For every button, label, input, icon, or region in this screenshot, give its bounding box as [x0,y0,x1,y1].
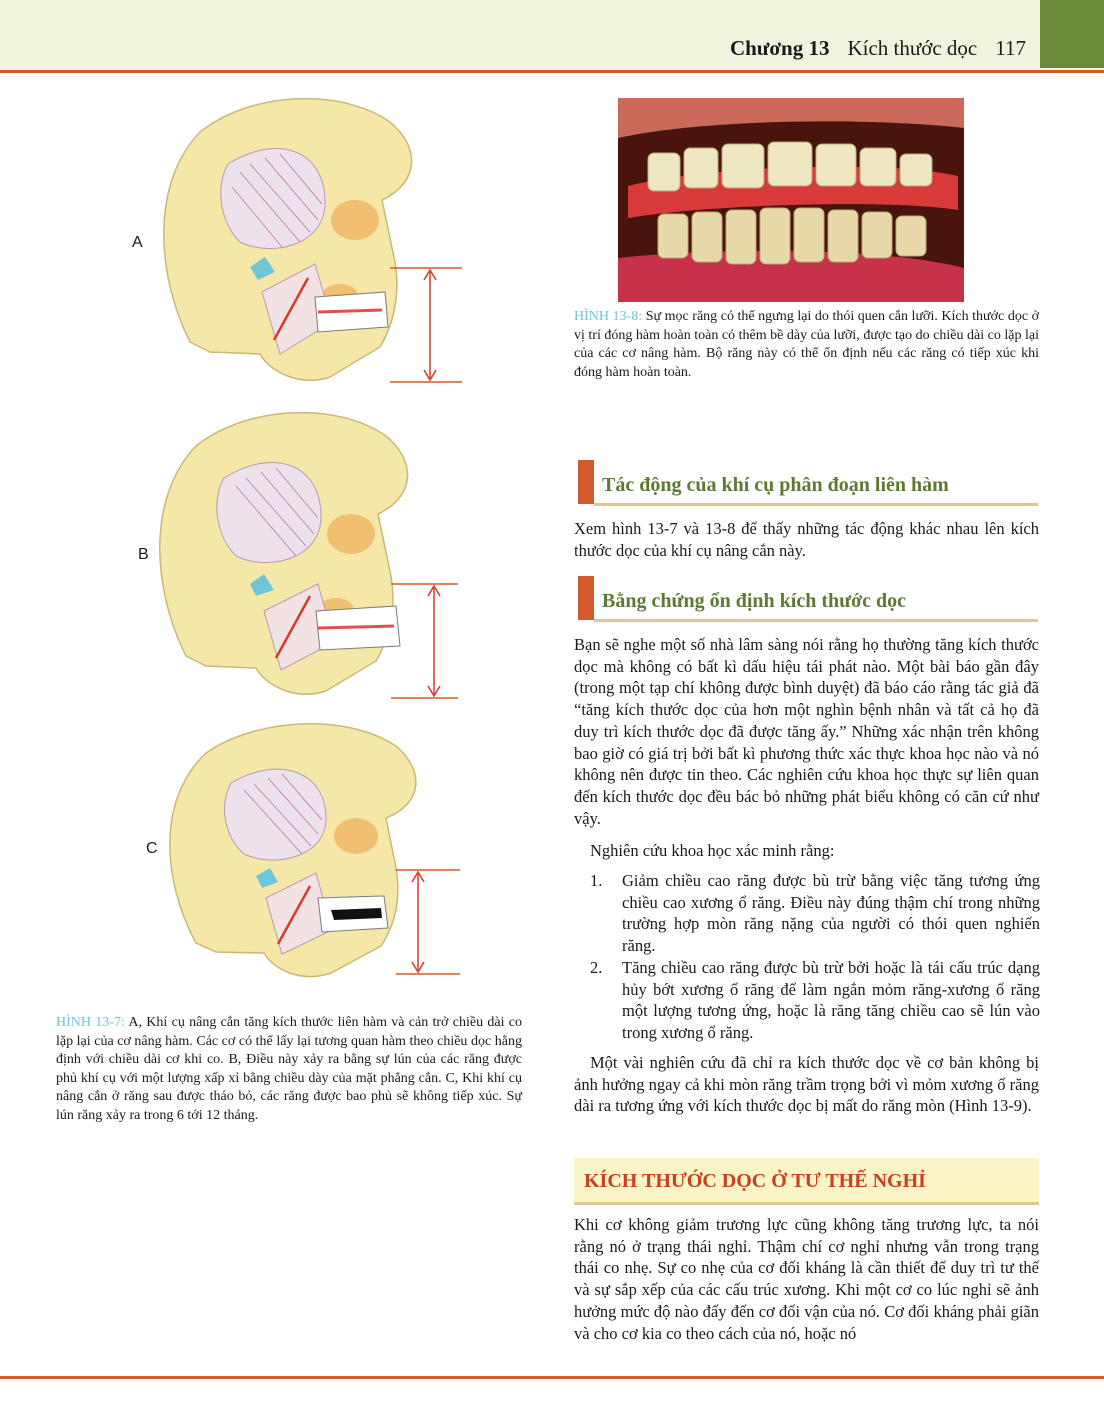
figure-13-8-caption-text: Sự mọc răng có thể ngưng lại do thói quen cắn lưỡi. Kích thước dọc ở vị trí đóng hàm hoàn toàn có thêm bề dày của lưỡi, được tạo do chiều dài co lặp lại của các cơ nâng hàm. Bộ răng này có thể ổn định nếu các răng có tiếp xúc khi đóng hàm hoàn toàn. [574,309,1040,380]
header-color-tab [1040,0,1104,68]
page-number: 117 [995,36,1026,60]
section-2-lead: Nghiên cứu khoa học xác minh rằng: [590,841,835,860]
skull-illustration-a [150,92,470,392]
section-heading-appliance-effects [574,460,1038,506]
heading-accent-bar [578,460,594,504]
section-2-paragraph-2: Một vài nghiên cứu đã chỉ ra kích thước dọc về cơ bản không bị ảnh hưởng ngay cả khi mòn răng trầm trọng bởi vì mỏm xương ổ răng dài ra tương ứng với kích thước dọc bị mất do răng mòn (Hình 13-9). [574,1053,1039,1116]
list-item [590,957,1040,1044]
chapter-label: Chương 13 [729,36,830,60]
list-item-text: Tăng chiều cao răng được bù trừ bởi hoặc là tái cấu trúc dạng hủy bớt xương ổ răng để làm ngắn mỏm răng-xương ổ răng một lượng tương ứng, hoặc là răng tăng chiều cao sẽ lún vào trong xương ổ răng. [622,958,1040,1043]
skull-illustration-b [146,406,466,706]
figure-13-7-number: HÌNH 13-7: [56,1015,125,1030]
section-2-title: Bằng chứng ổn định kích thước dọc [602,590,907,612]
skull-illustration-c [156,718,476,988]
heading-underline [594,503,1038,506]
list-item [590,870,1040,957]
figure-13-8-number: HÌNH 13-8: [574,309,643,324]
list-item-number: 2. [590,958,603,977]
teeth-photo [618,98,964,302]
heading-accent-bar [578,576,594,620]
running-head [730,36,1026,61]
section-heading-stability-evidence [574,576,1038,622]
panel-label-c: C [146,840,158,857]
panel-label-a: A [132,234,143,251]
figure-13-8-caption [574,308,1039,382]
section-1-paragraph: Xem hình 13-7 và 13-8 để thấy những tác động khác nhau lên kích thước dọc của khí cụ nâng cắn này. [574,519,1039,560]
list-item-text: Giảm chiều cao răng được bù trừ bằng việc tăng tương ứng chiều cao xương ổ răng. Điều này đúng thậm chí trong những trường hợp mòn răng nặng của người có thói quen nghiến răng. [622,871,1040,956]
section-3-title: KÍCH THƯỚC DỌC Ở TƯ THẾ NGHỈ [584,1170,926,1192]
heading-underline [594,619,1038,622]
header-rule [0,70,1104,73]
figure-13-7-caption-text: A, Khí cụ nâng cắn tăng kích thước liên hàm và cản trở chiều dài co lặp lại của cơ nâng hàm. Các cơ có thể lấy lại tương quan hàm theo chiều dọc hằng định với chiều dài cơ khi co. B, Điều này xảy ra bằng sự lún của các răng được phủ khí cụ với một lượng xấp xỉ bằng chiều dày của mặt phẳng cắn. C, Khi khí cụ nâng cắn ở răng sau được tháo bỏ, các răng được bao phủ sẽ không tiếp xúc. Sự lún răng xảy ra trong 6 tới 12 tháng. [56,1015,522,1123]
section-1-title: Tác động của khí cụ phân đoạn liên hàm [602,474,949,496]
section-heading-rest-vertical-dimension [574,1158,1039,1205]
chapter-title: Kích thước dọc [847,36,978,60]
section-3-paragraph: Khi cơ không giảm trương lực cũng không tăng trương lực, ta nói rằng nó ở trạng thái nghỉ. Thậm chí cơ nghỉ nhưng vẫn trong trạng thái co nhẹ. Sự co nhẹ của cơ đối kháng là cần thiết để duy trì tư thế và sự sắp xếp của các cấu trúc xương. Khi một cơ co lúc nghỉ sẽ ảnh hưởng mức độ nào đấy đến cơ đối vận của nó. Cơ đối kháng phải giãn và cho cơ kia co theo cách của nó, hoặc nó [574,1215,1039,1343]
section-2-paragraph-1: Bạn sẽ nghe một số nhà lâm sàng nói rằng họ thường tăng kích thước dọc mà không có bất kì dấu hiệu tái phát nào. Một bài báo gần đây (trong một tạp chí không được bình duyệt) đã báo cáo rằng tác giả đã “tăng kích thước dọc của hơn một nghìn bệnh nhân và tất cả họ đã duy trì kích thước dọc đã được tăng ấy.” Những xác nhận trên không bao giờ có giá trị bởi bất kì phương thức xác thực khoa học nào và nó không nên được tin theo. Các nghiên cứu khoa học thực sự liên quan đến kích thước dọc đều bác bỏ những phát biểu không có căn cứ như vậy. [574,635,1039,828]
figure-13-7-caption [56,1014,522,1126]
panel-label-b: B [138,546,149,563]
list-item-number: 1. [590,871,603,890]
footer-rule [0,1376,1104,1379]
